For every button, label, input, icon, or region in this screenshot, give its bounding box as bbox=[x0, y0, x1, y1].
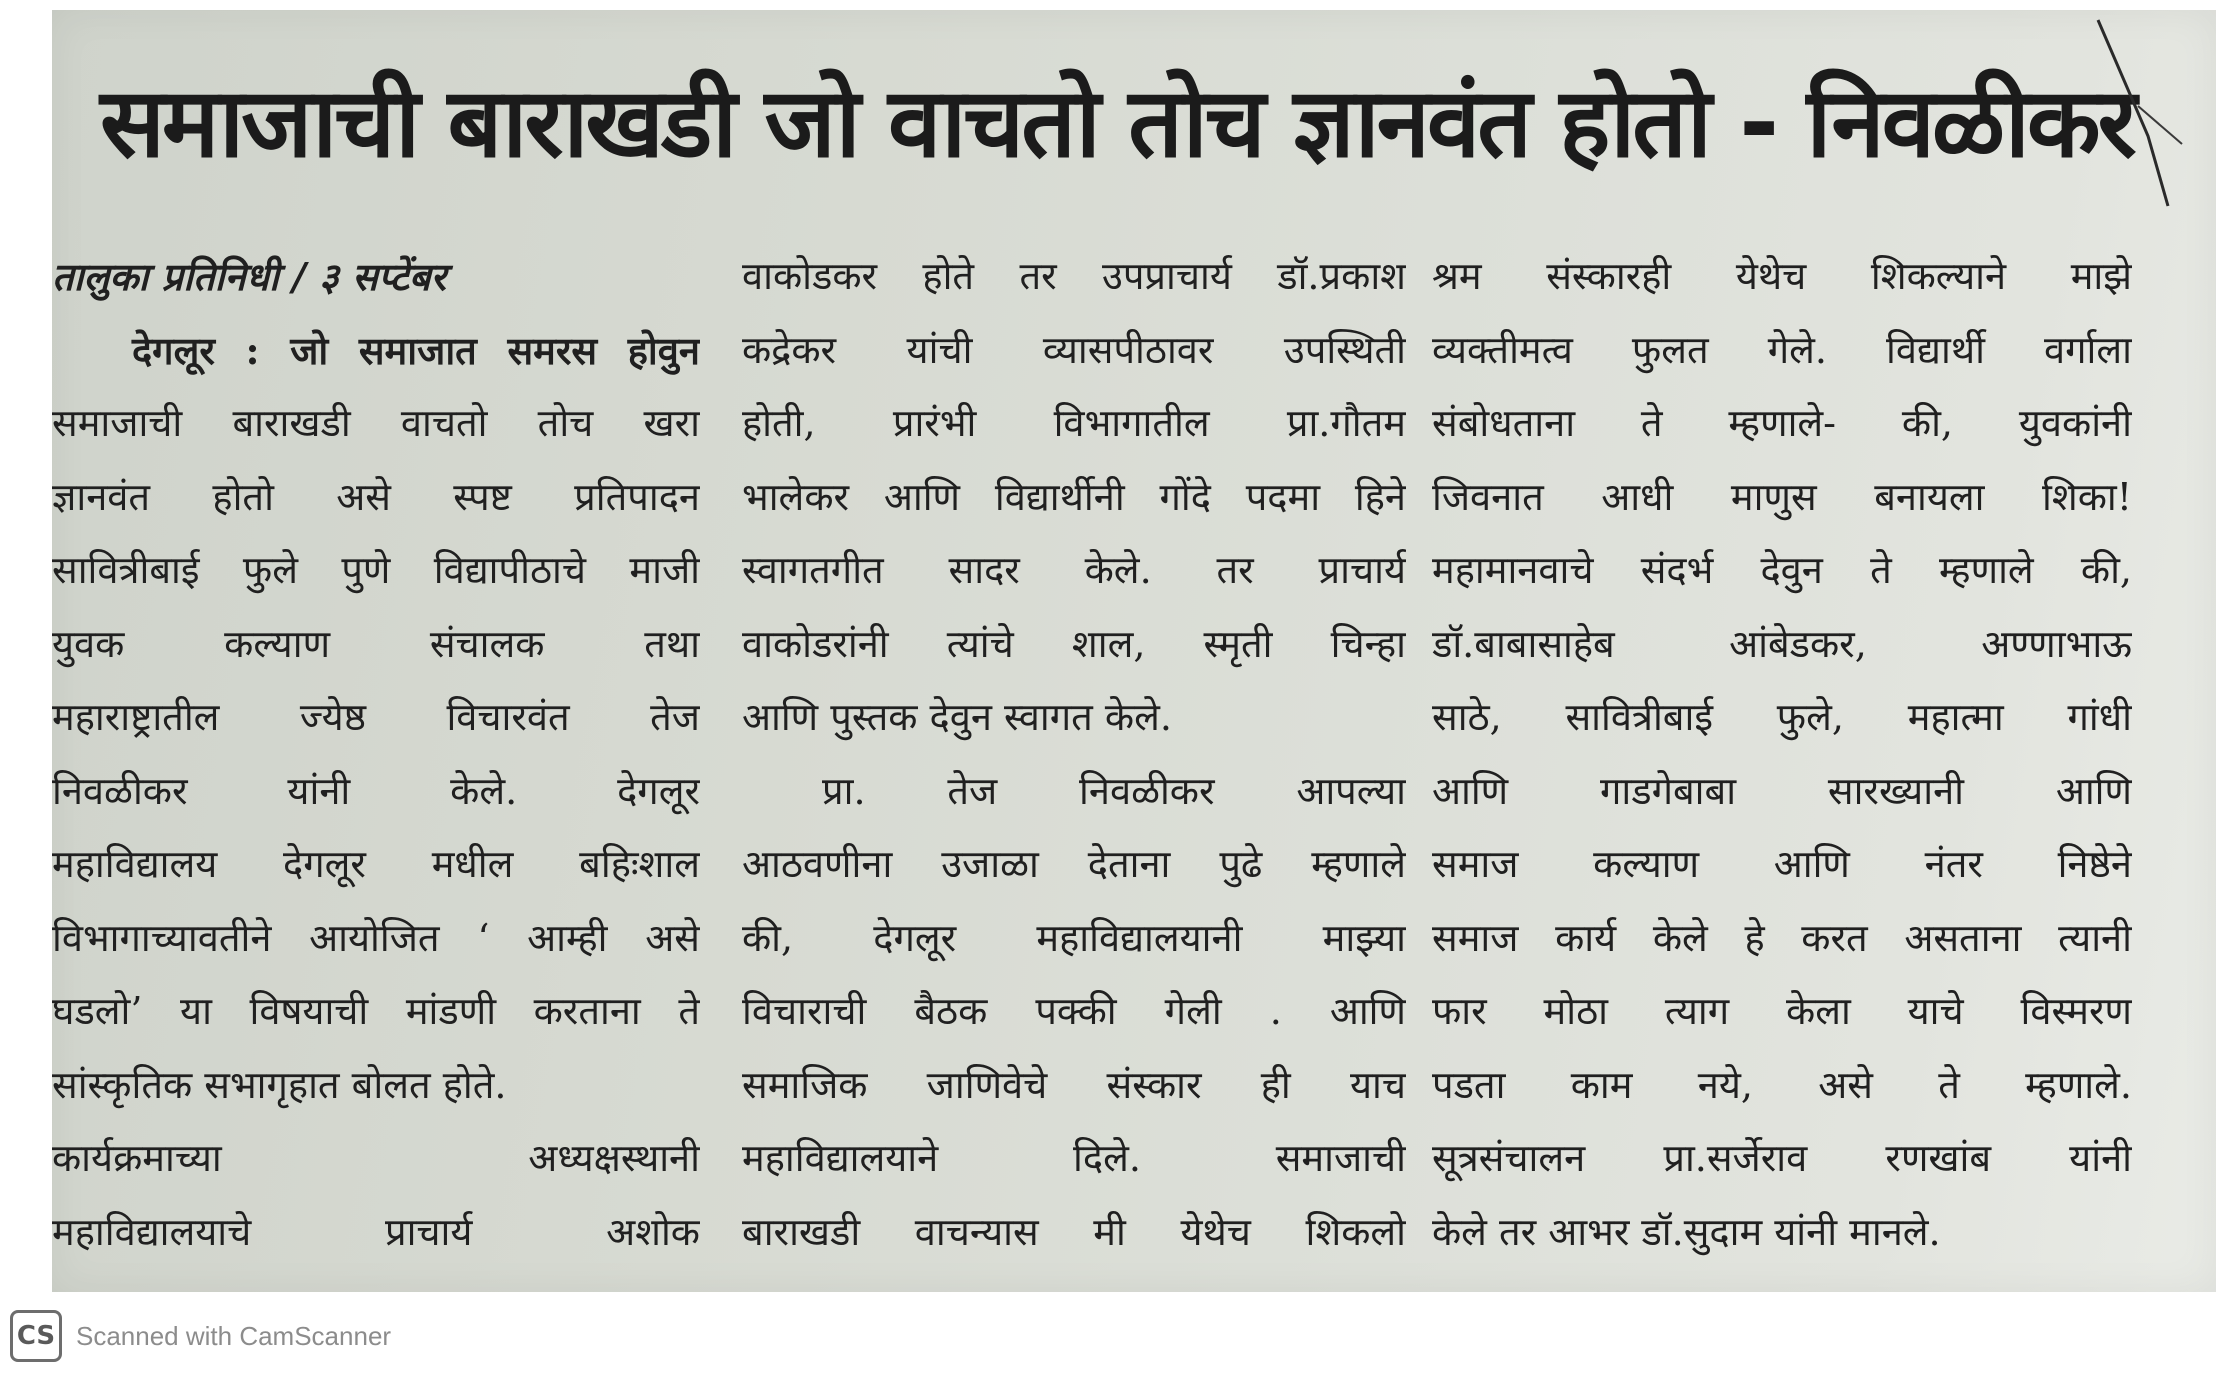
article-text-line: समाजिक जाणिवेचे संस्कार ही याच bbox=[742, 1062, 1406, 1107]
article-text-line: विभागाच्यावतीने आयोजित ‘ आम्ही असे bbox=[52, 915, 700, 960]
article-text-line: महाविद्यालयाने दिले. समाजाची bbox=[742, 1136, 1406, 1180]
article-text-line: कार्यक्रमाच्या अध्यक्षस्थानी bbox=[52, 1136, 700, 1180]
article-text-line: आठवणीना उजाळा देताना पुढे म्हणाले bbox=[742, 842, 1406, 886]
article-text-line: ज्ञानवंत होतो असे स्पष्ट प्रतिपादन bbox=[52, 474, 700, 519]
article-text-line: भालेकर आणि विद्यार्थीनी गोंदे पदमा हिने bbox=[742, 474, 1406, 519]
article-headline: समाजाची बाराखडी जो वाचतो तोच ज्ञानवंत होतो - निवळीकर bbox=[100, 67, 2134, 179]
camscanner-footer bbox=[10, 1310, 391, 1362]
article-text-line: युवक कल्याण संचालक तथा bbox=[52, 621, 700, 666]
article-text-line: समाजाची बाराखडी वाचतो तोच खरा bbox=[52, 401, 700, 445]
article-text-line: महाविद्यालय देगलूर मधील बहिःशाल bbox=[52, 842, 700, 886]
article-text-line: स्वागतगीत सादर केले. तर प्राचार्य bbox=[742, 548, 1406, 592]
article-text-line: साठे, सावित्रीबाई फुले, महात्मा गांधी bbox=[1432, 695, 2132, 739]
article-column-2 bbox=[742, 240, 1406, 1269]
article-text-line: जिवनात आधी माणुस बनायला शिका! bbox=[1432, 474, 2132, 519]
article-text-line: व्यक्तीमत्व फुलत गेले. विद्यार्थी वर्गाला bbox=[1432, 327, 2132, 372]
torn-edge-mark bbox=[2078, 16, 2188, 216]
article-text-line: महाविद्यालयाचे प्राचार्य अशोक bbox=[52, 1209, 700, 1254]
article-text-line: घडलो’ या विषयाची मांडणी करताना ते bbox=[52, 989, 700, 1033]
article-text-line: आणि गाडगेबाबा सारख्यानी आणि bbox=[1432, 768, 2132, 813]
article-text-line: सूत्रसंचालन प्रा.सर्जेराव रणखांब यांनी bbox=[1432, 1136, 2132, 1180]
article-text-line: विचाराची बैठक पक्की गेली . आणि bbox=[742, 989, 1406, 1033]
newspaper-clipping bbox=[52, 10, 2216, 1292]
article-text-line: महामानवाचे संदर्भ देवुन ते म्हणाले की, bbox=[1432, 548, 2132, 592]
article-text-line: निवळीकर यांनी केले. देगलूर bbox=[52, 768, 700, 813]
article-text-line: केले तर आभर डॉ.सुदाम यांनी मानले. bbox=[1432, 1209, 1941, 1254]
article-text-line: वाकोडरांनी त्यांचे शाल, स्मृती चिन्हा bbox=[742, 621, 1406, 666]
article-text-line: श्रम संस्कारही येथेच शिकल्याने माझे bbox=[1432, 254, 2132, 298]
article-text-line: बाराखडी वाचन्यास मी येथेच शिकलो bbox=[742, 1209, 1406, 1254]
article-text-line: की, देगलूर महाविद्यालयानी माझ्या bbox=[742, 915, 1406, 960]
article-text-line: समाज कल्याण आणि नंतर निष्ठेने bbox=[1432, 842, 2132, 886]
article-text-line: वाकोडकर होते तर उपप्राचार्य डॉ.प्रकाश bbox=[742, 254, 1406, 298]
article-text-line: डॉ.बाबासाहेब आंबेडकर, अण्णाभाऊ bbox=[1432, 621, 2132, 666]
article-text-line: सांस्कृतिक सभागृहात बोलत होते. bbox=[52, 1062, 507, 1107]
article-dateline: तालुका प्रतिनिधी / ३ सप्टेंबर bbox=[52, 254, 447, 299]
article-text-line: सावित्रीबाई फुले पुणे विद्यापीठाचे माजी bbox=[52, 548, 700, 592]
article-text-line: देगलूर : जो समाजात समरस होवुन bbox=[132, 327, 700, 373]
article-column-3 bbox=[1432, 240, 2132, 1269]
article-text-line: संबोधताना ते म्हणाले- की, युवकांनी bbox=[1432, 401, 2132, 445]
article-text-line: पडता काम नये, असे ते म्हणाले. bbox=[1432, 1062, 2132, 1107]
article-column-1 bbox=[52, 240, 700, 1269]
scanned-with-label: Scanned with CamScanner bbox=[76, 1320, 392, 1351]
article-text-line: महाराष्ट्रातील ज्येष्ठ विचारवंत तेज bbox=[52, 695, 700, 739]
article-text-line: कद्रेकर यांची व्यासपीठावर उपस्थिती bbox=[742, 327, 1406, 372]
article-text-line: प्रा. तेज निवळीकर आपल्या bbox=[822, 768, 1406, 813]
camscanner-logo: CS bbox=[10, 1310, 62, 1362]
article-text-line: फार मोठा त्याग केला याचे विस्मरण bbox=[1432, 989, 2132, 1033]
article-text-line: समाज कार्य केले हे करत असताना त्यानी bbox=[1432, 915, 2132, 960]
article-text-line: आणि पुस्तक देवुन स्वागत केले. bbox=[742, 695, 1172, 739]
article-text-line: होती, प्रारंभी विभागातील प्रा.गौतम bbox=[742, 401, 1406, 445]
